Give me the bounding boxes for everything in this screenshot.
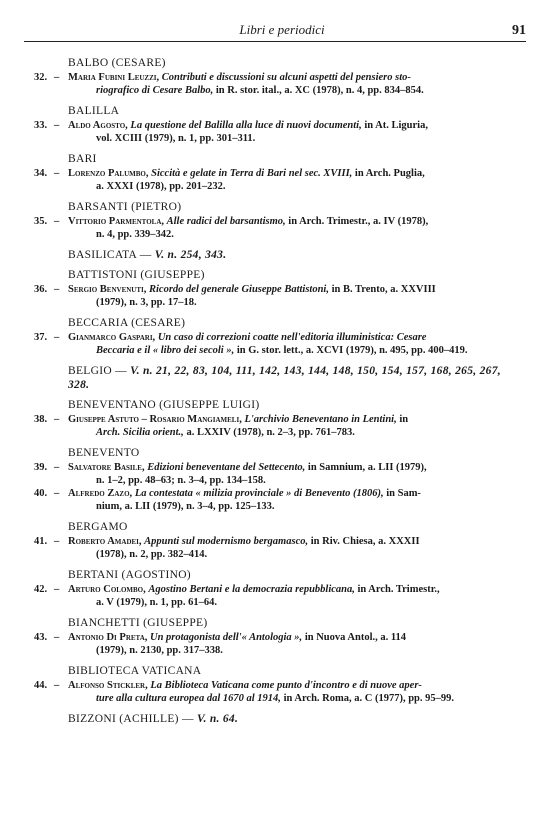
entry-author: Gianmarco Gaspari,	[68, 332, 156, 344]
section-heading	[34, 316, 524, 330]
entry-citation: vol. XCIII (1979), n. 1, pp. 301–311.	[96, 133, 256, 144]
section-heading	[34, 398, 524, 412]
entry-source: in Samnium, a. LII (1979),	[305, 462, 427, 474]
entry-dash: –	[54, 679, 60, 691]
entry-citation: a. XXXI (1978), pp. 201–232.	[96, 180, 226, 192]
entry-author: Alfonso Stickler,	[68, 679, 148, 691]
bibliography-entry	[34, 632, 524, 658]
cross-reference: V. n. 254, 343.	[154, 248, 227, 261]
entry-body	[68, 216, 524, 242]
entry-dash: –	[54, 462, 60, 474]
entry-number: 41.	[34, 536, 48, 547]
entry-title: Contributi e discussioni su alcuni aspetti del pensiero sto-	[161, 72, 411, 84]
section-heading	[34, 56, 524, 70]
entry-title: La questione del Balilla alla luce di nuovi documenti,	[130, 120, 362, 132]
bibliography-section	[34, 152, 524, 194]
entry-number: 37.	[34, 332, 48, 344]
bibliography-section	[34, 520, 524, 562]
section-heading	[34, 200, 524, 214]
bibliography-entry	[34, 536, 524, 562]
heading-text: BIZZONI (ACHILLE) —	[68, 712, 194, 725]
bibliography-section	[34, 200, 524, 242]
entry-citation: a. LXXIV (1978), n. 2–3, pp. 761–783.	[183, 427, 355, 439]
heading-text: BIBLIOTECA VATICANA	[68, 664, 202, 677]
entry-continuation	[68, 133, 524, 146]
entry-dash: –	[54, 120, 60, 132]
entry-source: in	[396, 414, 409, 426]
entry-citation: n. 1–2, pp. 48–63; n. 3–4, pp. 134–158.	[96, 475, 266, 487]
entry-continuation	[68, 229, 524, 242]
entry-title: L'archivio Beneventano in Lentini,	[244, 414, 397, 426]
entry-dash: –	[54, 216, 60, 227]
entry-title: Siccità e gelate in Terra di Bari nel sec. XVIII,	[151, 168, 353, 180]
section-heading	[34, 248, 524, 262]
entry-author: Alfredo Zazo,	[68, 488, 133, 500]
entry-continuation	[68, 501, 524, 514]
entry-number: 42.	[34, 583, 48, 595]
entry-citation: in R. stor. ital., a. XC (1978), n. 4, pp. 834–854.	[213, 85, 424, 97]
bibliography-section	[34, 446, 524, 514]
bibliography-section	[34, 364, 524, 392]
entry-body	[68, 462, 524, 488]
entry-number: 36.	[34, 284, 48, 296]
cross-reference: V. n. 21, 22, 83, 104, 111, 142, 143, 144, 148, 150, 154, 157, 168, 265, 267, 328.	[68, 364, 501, 391]
entry-citation: (1978), n. 2, pp. 382–414.	[96, 548, 208, 560]
entry-author: Salvatore Basile,	[68, 462, 145, 474]
entry-source: in B. Trento, a. XXVIII	[328, 284, 436, 296]
entry-author: Sergio Benvenuti,	[68, 284, 147, 296]
bibliography-entry	[34, 584, 524, 610]
entry-number: 43.	[34, 631, 48, 643]
bibliography-section	[34, 664, 524, 706]
entry-number: 32.	[34, 72, 48, 84]
entry-body	[68, 284, 524, 310]
bibliography-entry	[34, 284, 524, 310]
entry-source: in At. Liguria,	[361, 120, 428, 132]
entry-author: Lorenzo Palumbo,	[68, 168, 149, 180]
entry-dash: –	[54, 488, 60, 500]
bibliography-section	[34, 248, 524, 262]
entry-body	[68, 120, 524, 146]
entry-body	[68, 72, 524, 98]
entry-body	[68, 584, 524, 610]
entry-number: 33.	[34, 120, 48, 132]
entry-citation: nium, a. LII (1979), n. 3–4, pp. 125–133.	[96, 500, 275, 512]
entry-author: Maria Fubini Leuzzi,	[68, 72, 160, 84]
heading-text: BECCARIA (CESARE)	[68, 316, 186, 329]
entry-continuation	[68, 85, 524, 98]
heading-text: BALILLA	[68, 104, 120, 117]
entry-title: La Biblioteca Vaticana come punto d'incontro e di nuove aper-	[150, 679, 422, 691]
entry-number: 38.	[34, 414, 48, 426]
section-heading	[34, 152, 524, 166]
bibliography-entry	[34, 332, 524, 358]
entry-body	[68, 332, 524, 358]
entry-continuation	[68, 645, 524, 658]
entry-dash: –	[54, 631, 60, 643]
entry-title-cont: Arch. Sicilia orient.,	[96, 427, 184, 439]
heading-text: BARSANTI (PIETRO)	[68, 200, 182, 213]
entry-source: in Nuova Antol., a. 114	[302, 631, 407, 643]
section-heading	[34, 364, 524, 392]
entry-source: in Arch. Puglia,	[352, 168, 425, 180]
entry-dash: –	[54, 414, 60, 426]
entry-citation: (1979), n. 2130, pp. 317–338.	[96, 644, 223, 656]
entry-number: 40.	[34, 488, 48, 500]
entry-author: Vittorio Parmentola,	[68, 216, 165, 227]
heading-text: BIANCHETTI (GIUSEPPE)	[68, 616, 208, 629]
entry-author: Antonio Di Preta,	[68, 631, 148, 643]
section-heading	[34, 520, 524, 534]
entry-body	[68, 488, 524, 514]
heading-text: BERTANI (AGOSTINO)	[68, 568, 191, 581]
entry-dash: –	[54, 284, 60, 296]
bibliography-entry	[34, 120, 524, 146]
entry-dash: –	[54, 536, 60, 547]
entry-source: in Riv. Chiesa, a. XXXII	[308, 536, 420, 547]
entry-citation: in G. stor. lett., a. XCVI (1979), n. 495, pp. 400–419.	[234, 344, 468, 356]
heading-text: BERGAMO	[68, 520, 128, 533]
entry-author: Roberto Amadei,	[68, 536, 142, 547]
entry-continuation	[68, 427, 524, 440]
entry-dash: –	[54, 72, 60, 84]
entry-citation: (1979), n. 3, pp. 17–18.	[96, 297, 197, 308]
cross-reference: V. n. 64.	[196, 712, 239, 725]
heading-text: BALBO (CESARE)	[68, 57, 166, 69]
entry-title: Ricordo del generale Giuseppe Battistoni,	[149, 284, 329, 296]
entry-citation: in Arch. Roma, a. C (1977), pp. 95–99.	[280, 692, 455, 704]
bibliography-entry	[34, 462, 524, 488]
entry-title: Un protagonista dell'« Antologia »,	[150, 631, 303, 643]
section-heading	[34, 104, 524, 118]
entry-title: Agostino Bertani e la democrazia repubblicana,	[148, 583, 355, 595]
entry-continuation	[68, 475, 524, 488]
bibliography-section	[34, 616, 524, 658]
entry-citation: n. 4, pp. 339–342.	[96, 228, 174, 240]
entry-author: Arturo Colombo,	[68, 583, 146, 595]
bibliography-entry	[34, 488, 524, 514]
section-heading	[34, 446, 524, 460]
section-heading	[34, 568, 524, 582]
entry-title-cont: Beccaria e il « libro dei secoli »,	[96, 344, 235, 356]
heading-text: BENEVENTO	[68, 447, 140, 460]
entry-title-cont: ture alla cultura europea dal 1670 al 1914,	[96, 692, 281, 704]
heading-text: BASILICATA —	[68, 248, 152, 261]
entry-continuation	[68, 181, 524, 194]
entry-number: 35.	[34, 216, 48, 227]
entry-dash: –	[54, 332, 60, 344]
bibliography-section	[34, 56, 524, 98]
heading-text: BARI	[68, 152, 97, 165]
bibliography-entry	[34, 216, 524, 242]
entry-body	[68, 536, 524, 562]
entry-continuation	[68, 345, 524, 358]
running-title: Libri e periodici	[239, 22, 325, 37]
bibliography-section	[34, 104, 524, 146]
entry-title-cont: riografico di Cesare Balbo,	[96, 85, 214, 97]
bibliography-section	[34, 712, 524, 726]
entry-title: Alle radici del barsantismo,	[166, 216, 286, 227]
bibliography-entry	[34, 414, 524, 440]
entry-body	[68, 632, 524, 658]
bibliography-entry	[34, 680, 524, 706]
entry-title: La contestata « milizia provinciale » di Benevento (1806),	[134, 488, 384, 500]
entry-title: Appunti sul modernismo bergamasco,	[144, 536, 309, 547]
entry-body	[68, 414, 524, 440]
heading-text: BELGIO —	[68, 364, 127, 377]
entry-continuation	[68, 597, 524, 610]
entry-body	[68, 168, 524, 194]
entry-author: Aldo Agosto,	[68, 120, 128, 132]
entry-number: 44.	[34, 679, 48, 691]
bibliography-entry	[34, 72, 524, 98]
bibliography-section	[34, 398, 524, 440]
entry-number: 34.	[34, 168, 48, 180]
entry-dash: –	[54, 168, 60, 180]
section-heading	[34, 616, 524, 630]
entry-dash: –	[54, 583, 60, 595]
heading-text: BATTISTONI (GIUSEPPE)	[68, 268, 205, 281]
page-number: 91	[512, 23, 526, 38]
entry-source: in Arch. Trimestr., a. IV (1978),	[285, 216, 429, 227]
entry-continuation	[68, 693, 524, 706]
section-heading	[34, 664, 524, 678]
heading-text: BENEVENTANO (GIUSEPPE LUIGI)	[68, 399, 260, 412]
entry-continuation	[68, 297, 524, 310]
bibliography-section	[34, 316, 524, 358]
bibliography-list	[34, 56, 524, 732]
entry-continuation	[68, 549, 524, 562]
section-heading	[34, 268, 524, 282]
entry-source: in Sam-	[383, 488, 421, 500]
section-heading	[34, 712, 524, 726]
bibliography-entry	[34, 168, 524, 194]
entry-title: Edizioni beneventane del Settecento,	[147, 462, 306, 474]
entry-body	[68, 680, 524, 706]
bibliography-section	[34, 568, 524, 610]
entry-citation: a. V (1979), n. 1, pp. 61–64.	[96, 596, 217, 608]
entry-number: 39.	[34, 462, 48, 474]
entry-source: in Arch. Trimestr.,	[354, 583, 440, 595]
bibliography-section	[34, 268, 524, 310]
running-header	[24, 22, 526, 42]
entry-title: Un caso di correzioni coatte nell'editoria illuministica: Cesare	[157, 332, 427, 344]
entry-author: Giuseppe Astuto – Rosario Mangiameli,	[68, 414, 242, 426]
